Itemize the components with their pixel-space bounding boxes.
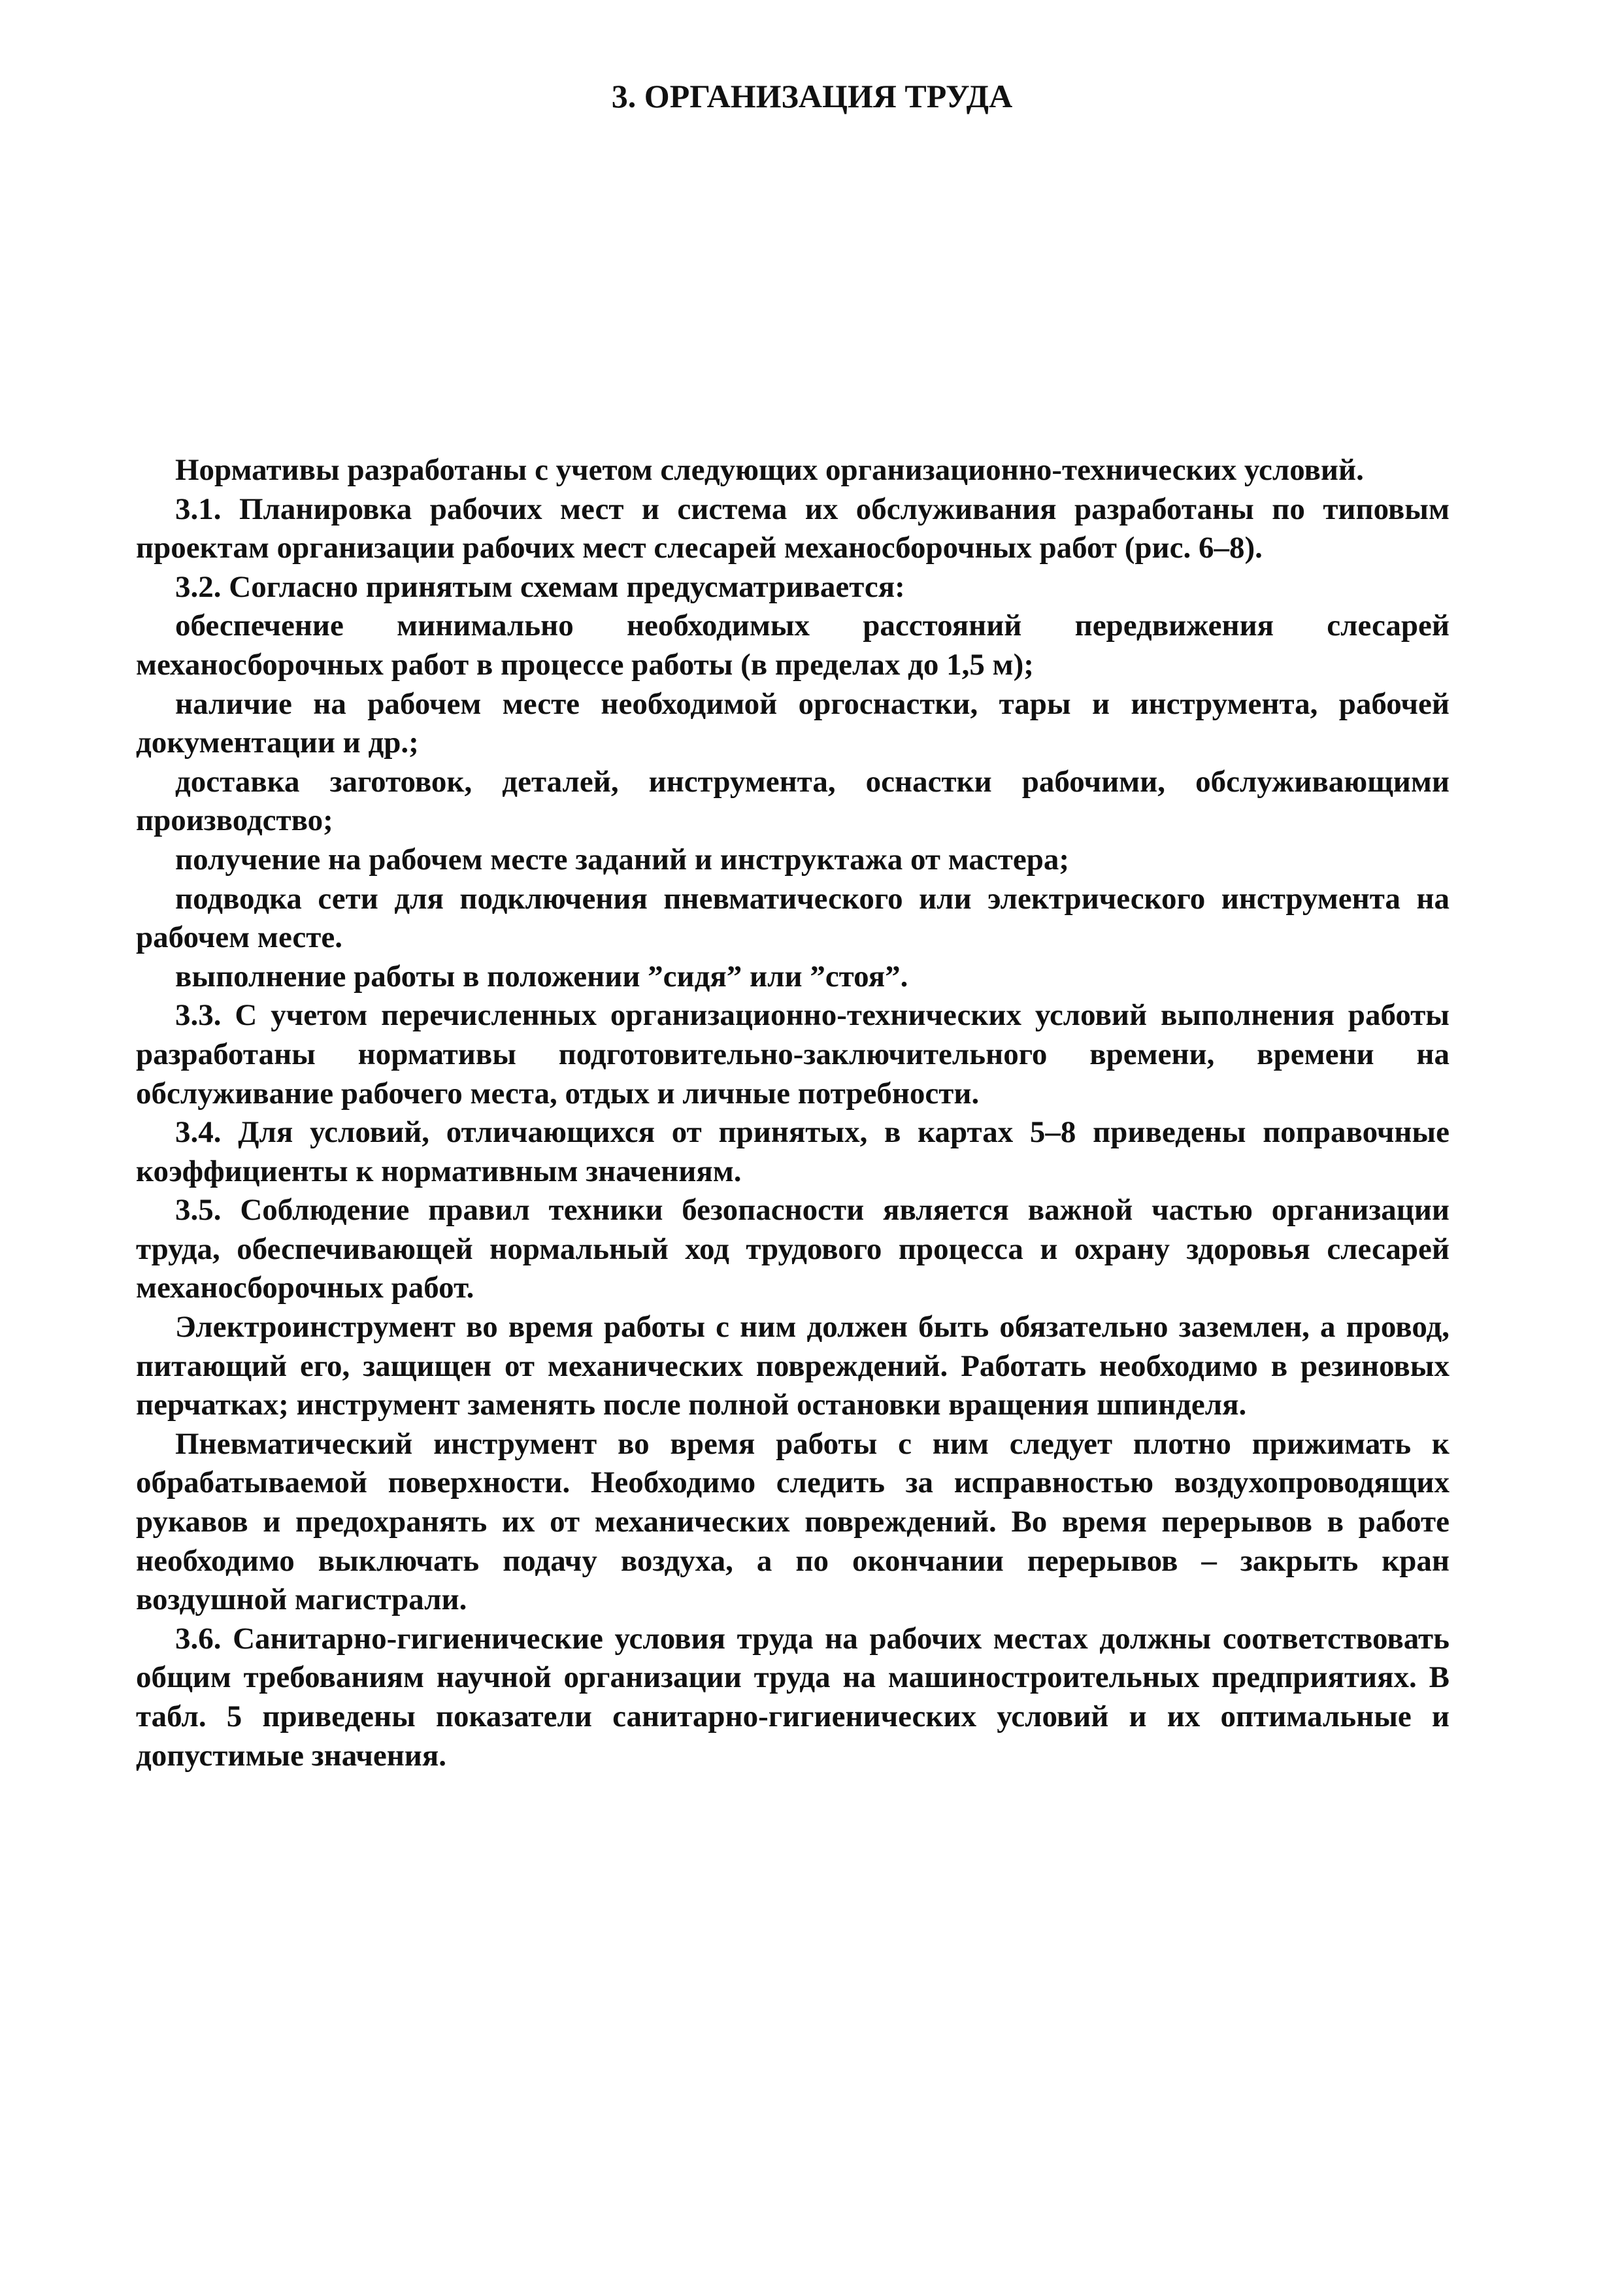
paragraph-3-2: 3.2. Согласно принятым схемам предусматривается: — [175, 569, 905, 604]
paragraph-3-3: 3.3. С учетом перечисленных организационно-технических условий выполнения работы разработаны нормативы подготовительно-заключительного времени, времени на обслуживание рабочего места, отдых и личные потребности. — [136, 998, 1450, 1111]
paragraph-3-1: 3.1. Планировка рабочих мест и система их обслуживания разработаны по типовым проектам организации рабочих мест слесарей механосборочных работ (рис. 6–8). — [136, 492, 1450, 565]
list-item-posture: выполнение работы в положении ”сидя” или ”стоя”. — [175, 959, 908, 994]
list-item-equipment: наличие на рабочем месте необходимой оргоснастки, тары и инструмента, рабочей документации и др.; — [136, 686, 1450, 760]
list-item-instructions: получение на рабочем месте заданий и инструктажа от мастера; — [175, 842, 1070, 877]
paragraph-3-4: 3.4. Для условий, отличающихся от принятых, в картах 5–8 приведены поправочные коэффициенты к нормативным значениям. — [136, 1115, 1450, 1188]
body-text — [136, 451, 1450, 1775]
list-item-delivery: доставка заготовок, деталей, инструмента, оснастки рабочими, обслуживающими производство; — [136, 764, 1450, 838]
paragraph-pneumatic-tools: Пневматический инструмент во время работы с ним следует плотно прижимать к обрабатываемой поверхности. Необходимо следить за исправностью воздухопроводящих рукавов и предохранять их от механических повреждений. Во время перерывов в работе необходимо выключать подачу воздуха, а по окончании перерывов – закрыть кран воздушной магистрали. — [136, 1426, 1450, 1617]
paragraph-3-5: 3.5. Соблюдение правил техники безопасности является важной частью организации труда, обеспечивающей нормальный ход трудового процесса и охрану здоровья слесарей механосборочных работ. — [136, 1193, 1450, 1305]
list-item-power-supply: подводка сети для подключения пневматического или электрического инструмента на рабочем месте. — [136, 881, 1450, 955]
list-item-distances: обеспечение минимально необходимых расстояний передвижения слесарей механосборочных работ в процессе работы (в пределах до 1,5 м); — [136, 609, 1450, 682]
paragraph-electric-tools: Электроинструмент во время работы с ним должен быть обязательно заземлен, а провод, питающий его, защищен от механических повреждений. Работать необходимо в резиновых перчатках; инструмент заменять после полной остановки вращения шпинделя. — [136, 1310, 1450, 1422]
paragraph-3-6: 3.6. Санитарно-гигиенические условия труда на рабочих местах должны соответствовать общим требованиям научной организации труда на машиностроительных предприятиях. В табл. 5 приведены показатели санитарно-гигиенических условий и их оптимальные и допустимые значения. — [136, 1621, 1450, 1773]
paragraph-intro: Нормативы разработаны с учетом следующих организационно-технических условий. — [175, 453, 1364, 487]
page-title: 3. ОРГАНИЗАЦИЯ ТРУДА — [611, 78, 1013, 114]
